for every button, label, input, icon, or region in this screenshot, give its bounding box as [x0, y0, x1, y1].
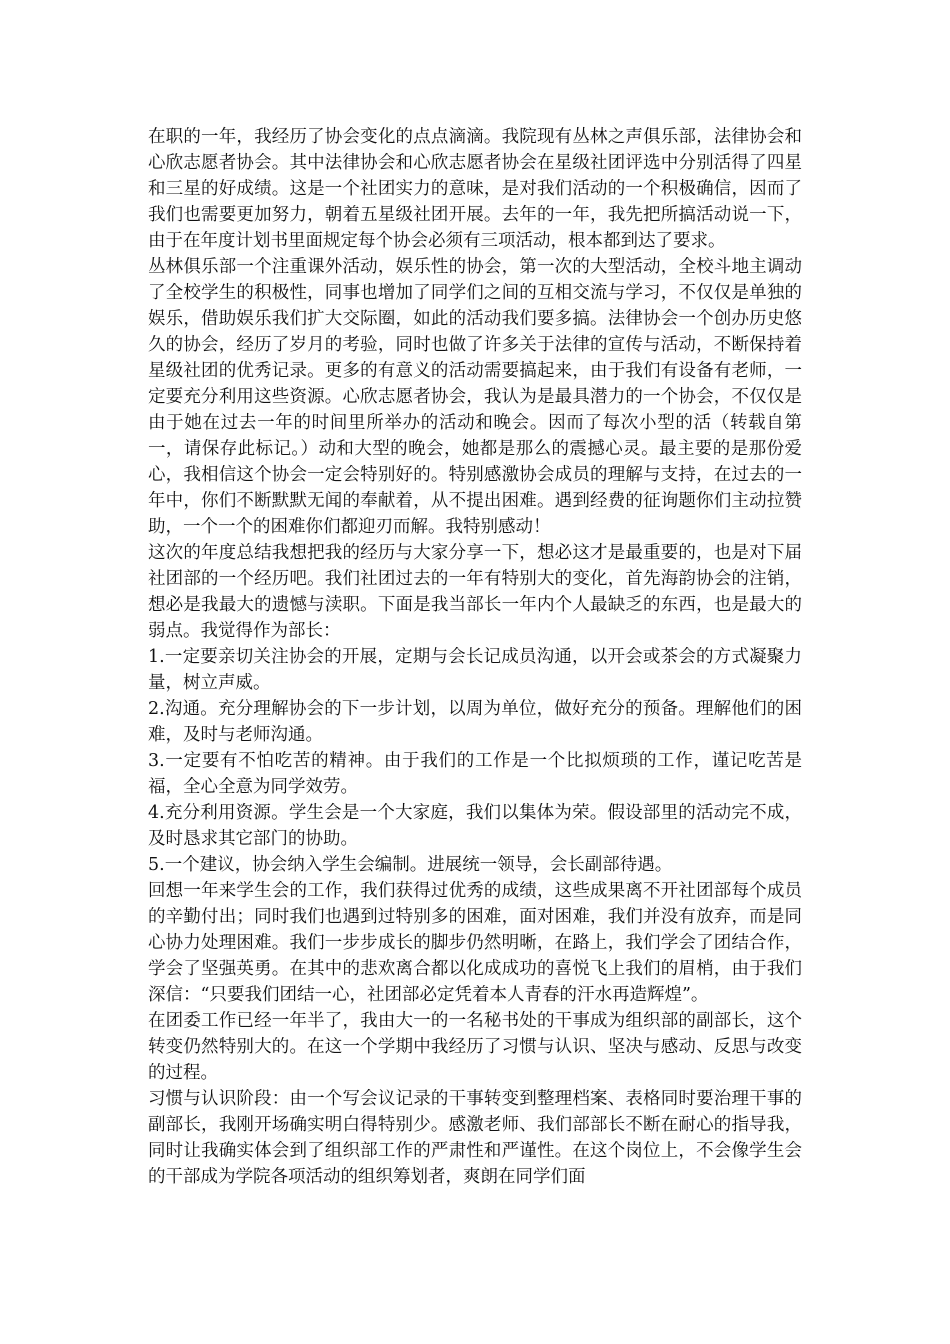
list-item-1: 1.一定要亲切关注协会的开展，定期与会长记成员沟通，以开会或茶会的方式凝聚力量，树立声威。 — [148, 647, 802, 693]
paragraph: 习惯与认识阶段：由一个写会议记录的干事转变到整理档案、表格同时要治理干事的副部长，我刚开场确实明白得特别少。感激老师、我们部部长不断在耐心的指导我，同时让我确实体会到了组织部工作的严肃性和严谨性。在这个岗位上，不会像学生会的干部成为学院各项活动的组织筹划者，爽朗在同学们面 — [148, 1089, 802, 1187]
paragraph: 在职的一年，我经历了协会变化的点点滴滴。我院现有丛林之声俱乐部，法律协会和心欣志愿者协会。其中法律协会和心欣志愿者协会在星级社团评选中分别活得了四星和三星的好成绩。这是一个社团实力的意味，是对我们活动的一个积极确信，因而了我们也需要更加努力，朝着五星级社团开展。去年的一年，我先把所搞活动说一下，由于在年度计划书里面规定每个协会必须有三项活动，根本都到达了要求。 — [148, 127, 802, 251]
list-item-4: 4.充分利用资源。学生会是一个大家庭，我们以集体为荣。假设部里的活动完不成，及时恳求其它部门的协助。 — [148, 803, 802, 849]
paragraph: 这次的年度总结我想把我的经历与大家分享一下，想必这才是最重要的，也是对下届社团部的一个经历吧。我们社团过去的一年有特别大的变化，首先海韵协会的注销，想必是我最大的遗憾与渎职。下面是我当部长一年内个人最缺乏的东西，也是最大的弱点。我觉得作为部长： — [148, 543, 802, 641]
list-item-3: 3.一定要有不怕吃苦的精神。由于我们的工作是一个比拟烦琐的工作，谨记吃苦是福，全心全意为同学效劳。 — [148, 751, 802, 797]
paragraph: 丛林俱乐部一个注重课外活动，娱乐性的协会，第一次的大型活动，全校斗地主调动了全校学生的积极性，同事也增加了同学们之间的互相交流与学习，不仅仅是单独的娱乐，借助娱乐我们扩大交际圈，如此的活动我们要多搞。法律协会一个创办历史悠久的协会，经历了岁月的考验，同时也做了许多关于法律的宣传与活动，不断保持着星级社团的优秀记录。更多的有意义的活动需要搞起来，由于我们有设备有老师，一定要充分利用这些资源。心欣志愿者协会，我认为是最具潜力的一个协会，不仅仅是由于她在过去一年的时间里所举办的活动和晚会。因而了每次小型的活（转载自第一，请保存此标记。）动和大型的晚会，她都是那么的震撼心灵。最主要的是那份爱心，我相信这个协会一定会特别好的。特别感激协会成员的理解与支持，在过去的一年中，你们不断默默无闻的奉献着，从不提出困难。遇到经费的征询题你们主动拉赞助，一个一个的困难你们都迎刃而解。我特别感动！ — [148, 257, 802, 537]
document-body — [148, 124, 802, 1190]
paragraph: 在团委工作已经一年半了，我由大一的一名秘书处的干事成为组织部的副部长，这个转变仍然特别大的。在这一个学期中我经历了习惯与认识、坚决与感动、反思与改变的过程。 — [148, 1011, 802, 1083]
paragraph: 回想一年来学生会的工作，我们获得过优秀的成绩，这些成果离不开社团部每个成员的辛勤付出；同时我们也遇到过特别多的困难，面对困难，我们并没有放弃，而是同心协力处理困难。我们一步步成长的脚步仍然明晰，在路上，我们学会了团结合作，学会了坚强英勇。在其中的悲欢离合都以化成成功的喜悦飞上我们的眉梢，由于我们深信：“只要我们团结一心，社团部必定凭着本人青春的汗水再造辉煌”。 — [148, 881, 802, 1005]
list-item-5: 5.一个建议，协会纳入学生会编制。进展统一领导，会长副部待遇。 — [148, 855, 673, 875]
list-item-2: 2.沟通。充分理解协会的下一步计划，以周为单位，做好充分的预备。理解他们的困难，及时与老师沟通。 — [148, 699, 802, 745]
